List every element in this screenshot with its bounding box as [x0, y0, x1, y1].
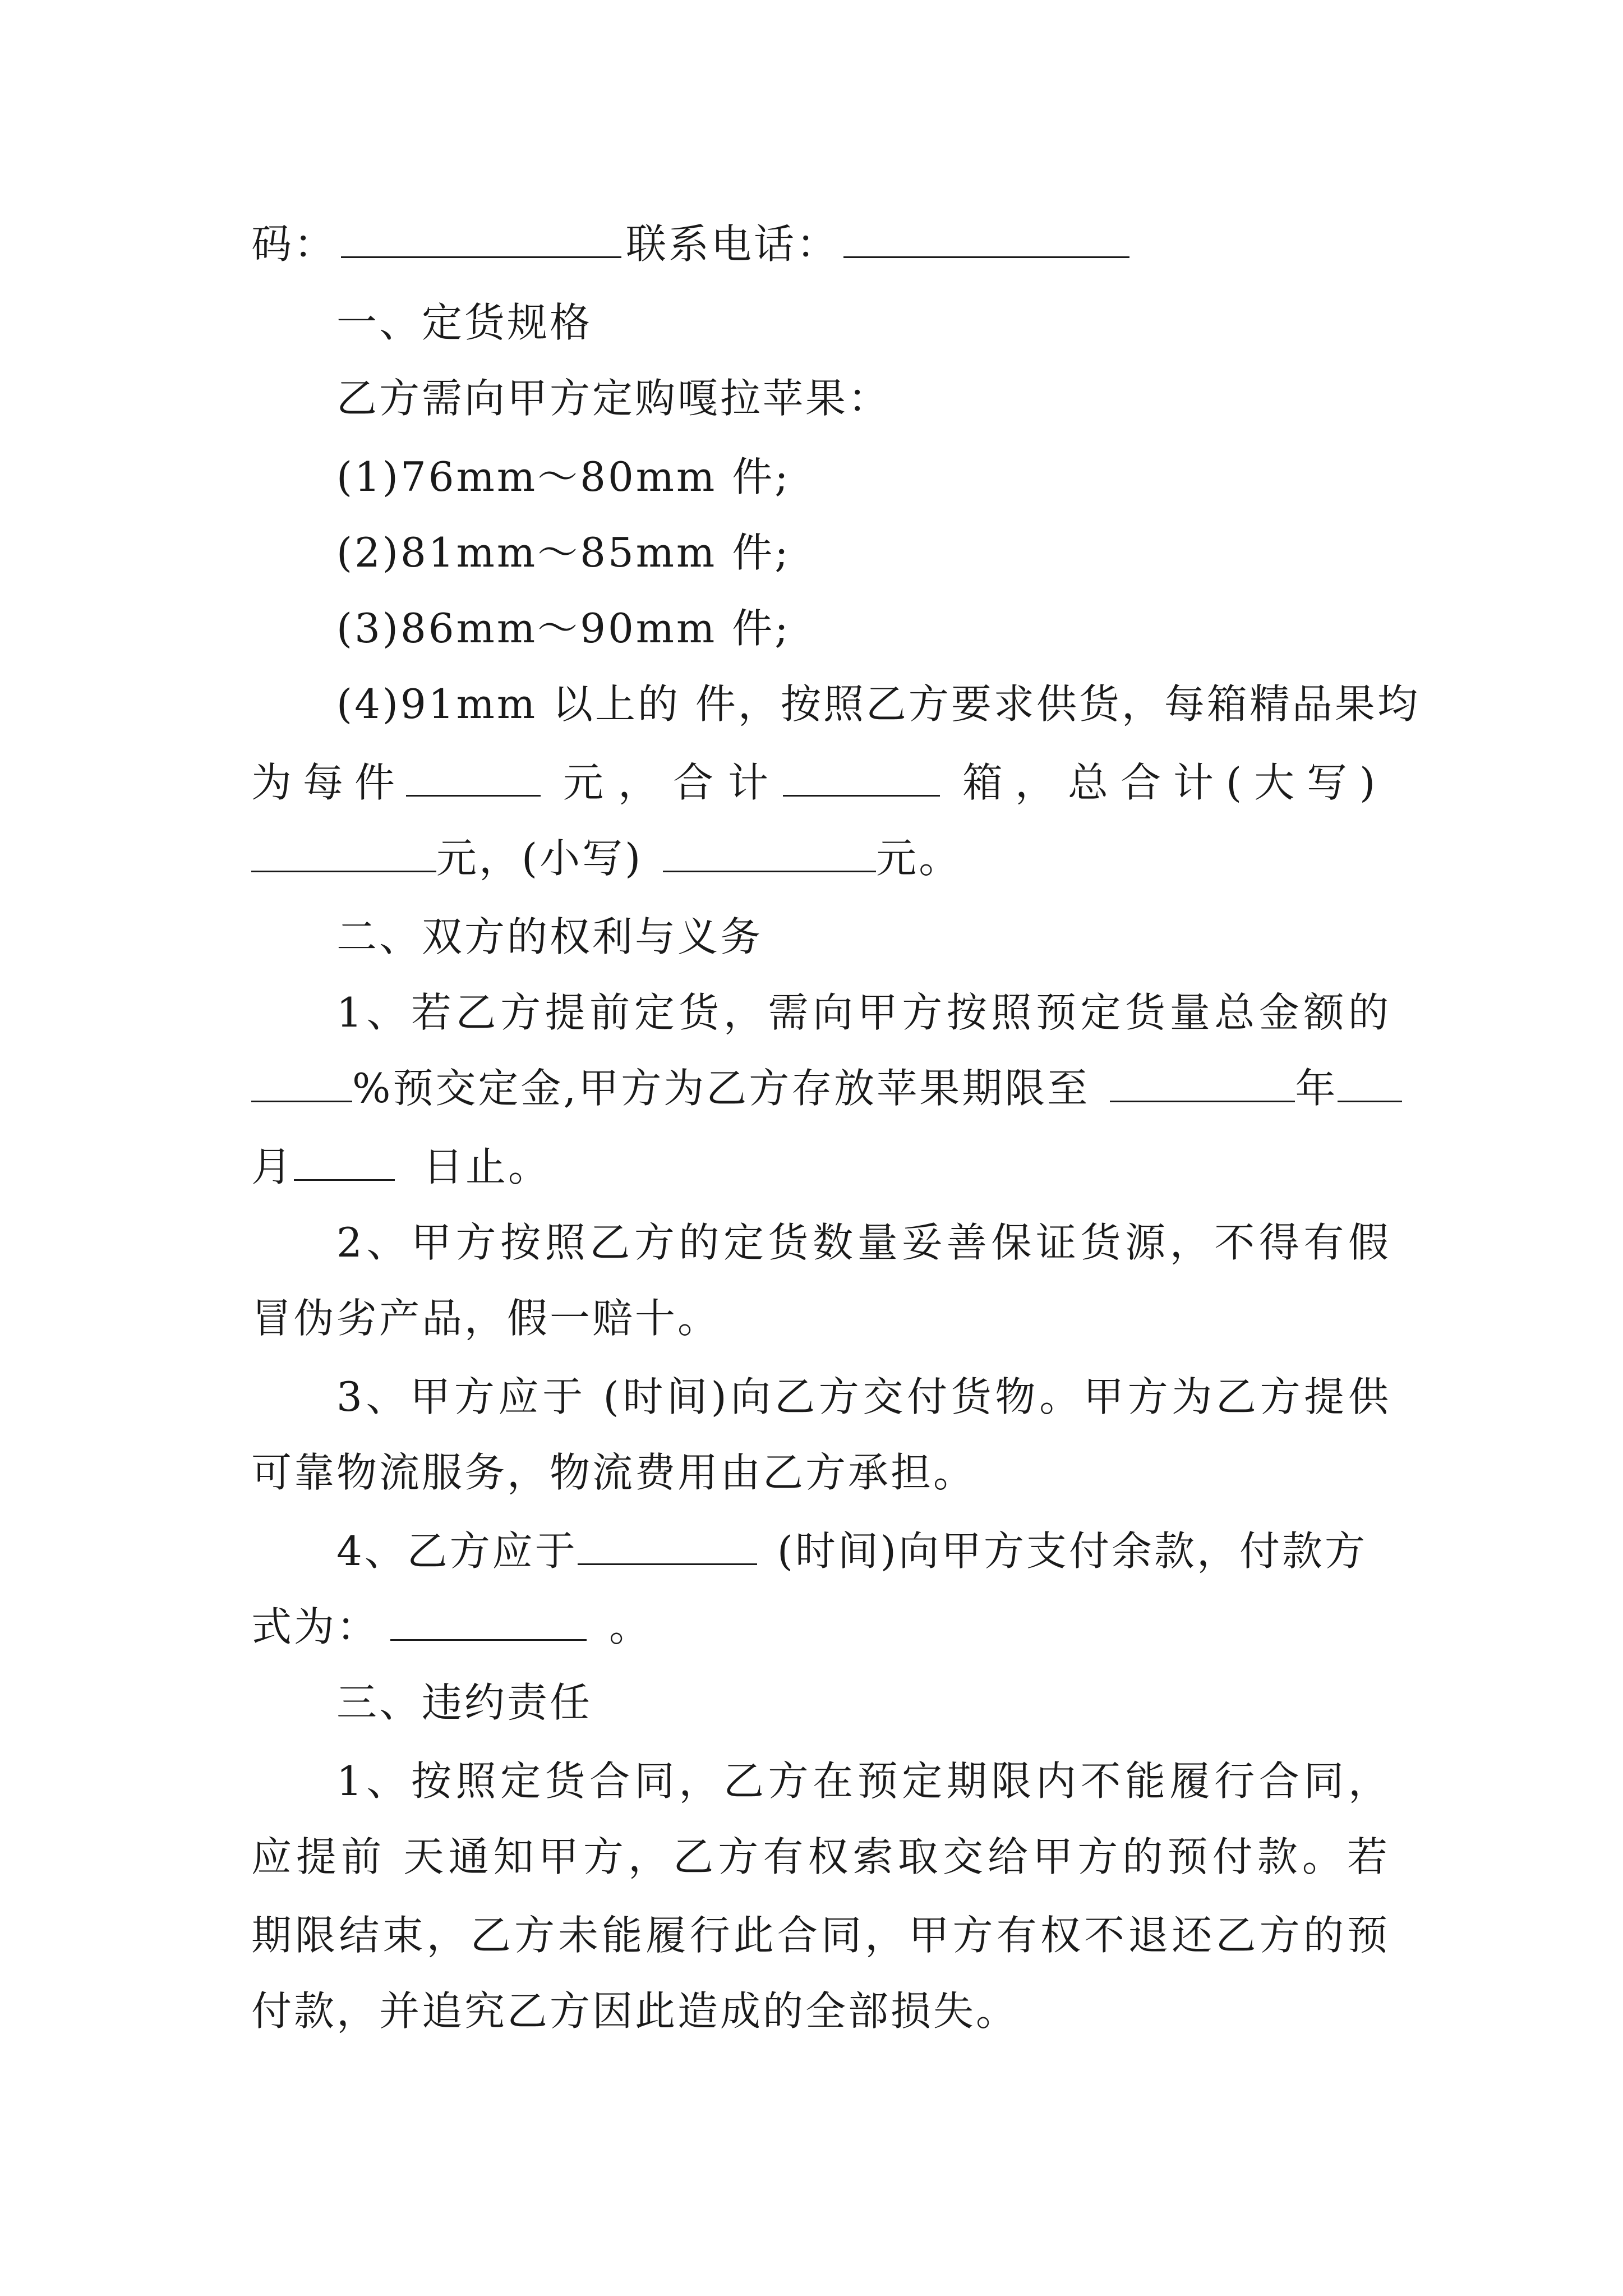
deposit-line [251, 1060, 1390, 1116]
rights-clause-2: 2、甲方按照乙方的定货数量妥善保证货源，不得有假 [336, 1219, 1391, 1266]
rights-clause-3-cont: 可靠物流服务，物流费用由乙方承担。 [251, 1449, 976, 1496]
section-heading-rights: 二、双方的权利与义务 [336, 913, 763, 960]
spec-item-3: (3)86mm～90mm 件; [336, 605, 791, 652]
total-uppercase-label: 箱，总合计(大写) [962, 759, 1388, 806]
order-intro: 乙方需向甲方定购嘎拉苹果： [336, 375, 891, 422]
deposit-text: %预交定金,甲方为乙方存放苹果期限至 [352, 1065, 1090, 1112]
price-line [251, 754, 1390, 811]
code-blank [341, 220, 621, 258]
deposit-percent-blank [251, 1065, 352, 1102]
liability-clause-1-cont-a: 应提前 天通知甲方，乙方有权索取交给甲方的预付款。若 [251, 1833, 1390, 1880]
box-count-blank [783, 759, 940, 797]
payment-time-blank [578, 1527, 757, 1565]
spec-item-4: (4)91mm 以上的 件，按照乙方要求供货，每箱精品果均 [336, 680, 1420, 728]
price-per-unit-label: 为每件 [251, 759, 407, 806]
total-end: 元。 [876, 835, 962, 882]
year-blank [1110, 1065, 1295, 1102]
rights-clause-2-cont: 冒伪劣产品，假一赔十。 [251, 1295, 721, 1342]
liability-clause-1-cont-c: 付款，并追究乙方因此造成的全部损失。 [251, 1987, 1019, 2035]
payment-line [336, 1523, 1391, 1579]
day-end: 日止。 [423, 1143, 551, 1190]
month-blank [1338, 1065, 1402, 1102]
section-heading-specs: 一、定货规格 [336, 299, 593, 346]
payment-method-line [251, 1599, 1390, 1655]
total-boxes-label: 元，合计 [563, 759, 783, 806]
payment-method-end: 。 [609, 1603, 652, 1650]
section-heading-liability: 三、违约责任 [336, 1679, 593, 1726]
payment-method-blank [390, 1603, 587, 1641]
liability-clause-1: 1、按照定货合同，乙方在预定期限内不能履行合同， [336, 1757, 1391, 1805]
unit-price-blank [406, 759, 541, 797]
storage-date-line [251, 1139, 1390, 1195]
payment-label: 4、乙方应于 [336, 1527, 578, 1575]
liability-clause-1-cont-b: 期限结束，乙方未能履行此合同，甲方有权不退还乙方的预 [251, 1912, 1390, 1959]
phone-blank [843, 220, 1129, 258]
rights-clause-3: 3、甲方应于 (时间)向乙方交付货物。甲方为乙方提供 [336, 1373, 1391, 1420]
day-blank [294, 1143, 395, 1181]
total-lowercase-label: 元，(小写) [436, 835, 643, 882]
total-uppercase-blank [251, 835, 436, 872]
payment-text: (时间)向甲方支付余款，付款方 [777, 1527, 1367, 1575]
month-label: 月 [251, 1143, 294, 1190]
total-lowercase-blank [663, 835, 876, 872]
contact-line [251, 216, 1390, 272]
total-line [251, 830, 1390, 886]
payment-method-label: 式为： [251, 1603, 380, 1650]
spec-item-2: (2)81mm～85mm 件; [336, 529, 791, 576]
year-label: 年 [1295, 1065, 1338, 1112]
rights-clause-1: 1、若乙方提前定货，需向甲方按照预定货量总金额的 [336, 989, 1391, 1036]
spec-item-1: (1)76mm～80mm 件; [336, 453, 791, 500]
phone-label: 联系电话： [626, 220, 840, 268]
code-label: 码： [251, 220, 337, 268]
